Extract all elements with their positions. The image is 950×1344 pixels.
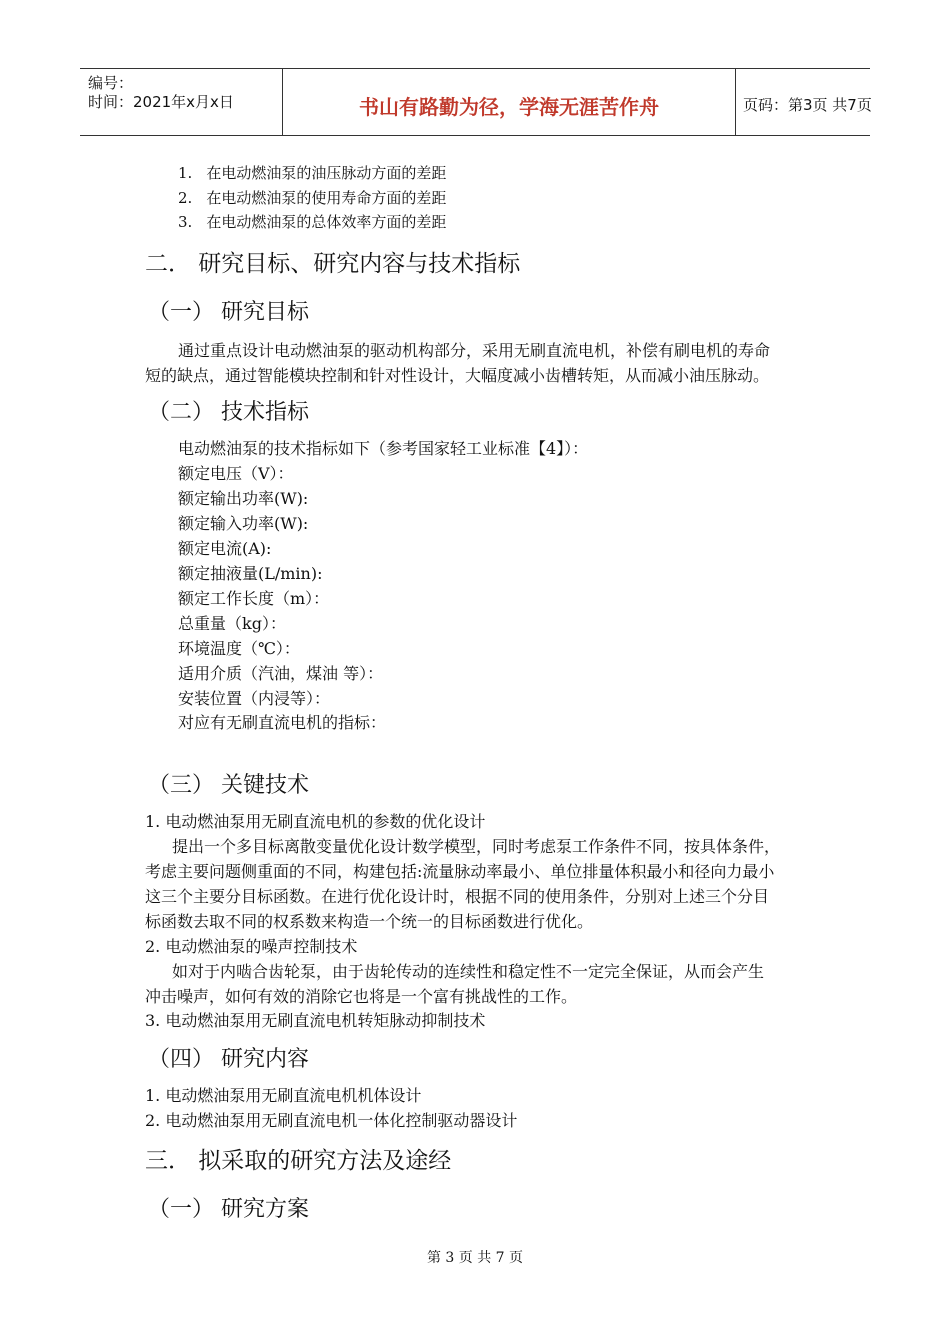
spec-line: 环境温度（℃）： bbox=[178, 639, 300, 658]
number-label: 编号： bbox=[88, 74, 134, 92]
page-header bbox=[80, 68, 870, 136]
page-footer: 第 3 页 共 7 页 bbox=[426, 1250, 524, 1266]
paragraph-line: 如对于内啮合齿轮泵，由于齿轮传动的连续性和稳定性不一定完全保证，从而会产生 bbox=[172, 962, 765, 981]
paragraph-line: 冲击噪声，如何有效的消除它也将是一个富有挑战性的工作。 bbox=[145, 987, 578, 1006]
key-heading: （三） 关键技术 bbox=[148, 773, 309, 798]
motto: 书山有路勤为径，学海无涯苦作舟 bbox=[359, 95, 659, 119]
list-item bbox=[178, 187, 446, 208]
list-item bbox=[178, 162, 446, 183]
goal-heading: （一） 研究目标 bbox=[148, 300, 309, 325]
spec-line: 额定工作长度（m）： bbox=[178, 589, 330, 608]
spec-line: 额定输出功率(W): bbox=[178, 489, 309, 508]
list-number: 3. bbox=[178, 213, 193, 231]
paragraph-line: 考虑主要问题侧重面的不同，构建包括:流量脉动率最小、单位排量体积最小和径向力最小 bbox=[145, 862, 775, 881]
paragraph-line: 短的缺点，通过智能模块控制和针对性设计，大幅度减小齿槽转矩，从而减小油压脉动。 bbox=[145, 366, 770, 385]
list-item bbox=[178, 211, 446, 232]
paragraph-line: 标函数去取不同的权系数来构造一个统一的目标函数进行优化。 bbox=[145, 912, 594, 931]
spec-line: 安装位置（内浸等）： bbox=[178, 689, 331, 708]
header-page-cell bbox=[735, 69, 870, 135]
spec-line: 额定电流(A): bbox=[178, 539, 272, 558]
list-number: 1. bbox=[178, 164, 193, 182]
section-2-title: 二． 研究目标、研究内容与技术指标 bbox=[145, 251, 521, 277]
spec-line: 额定抽液量(L/min): bbox=[178, 564, 323, 583]
header-meta-cell bbox=[80, 69, 282, 135]
list-text: 在电动燃油泵的油压脉动方面的差距 bbox=[206, 164, 447, 182]
plan-heading: （一） 研究方案 bbox=[148, 1197, 309, 1222]
spec-heading: （二） 技术指标 bbox=[148, 400, 309, 425]
list-text: 在电动燃油泵的使用寿命方面的差距 bbox=[206, 189, 447, 207]
content-item: 1. 电动燃油泵用无刷直流电机机体设计 bbox=[145, 1086, 422, 1105]
key-item-3: 3. 电动燃油泵用无刷直流电机转矩脉动抑制技术 bbox=[145, 1011, 486, 1030]
header-motto-cell bbox=[282, 69, 736, 135]
spec-line: 对应有无刷直流电机的指标： bbox=[178, 713, 387, 732]
section-3-title: 三． 拟采取的研究方法及途经 bbox=[145, 1148, 452, 1174]
key-item-1: 1. 电动燃油泵用无刷直流电机的参数的优化设计 bbox=[145, 812, 486, 831]
page-info: 页码：第3页 共7页 bbox=[743, 96, 872, 114]
date-label: 时间：2021年x月x日 bbox=[88, 93, 234, 111]
paragraph-line: 通过重点设计电动燃油泵的驱动机构部分，采用无刷直流电机，补偿有刷电机的寿命 bbox=[178, 341, 771, 360]
spec-line: 适用介质（汽油，煤油 等）： bbox=[178, 664, 384, 683]
spec-line: 电动燃油泵的技术指标如下（参考国家轻工业标准【4】）： bbox=[178, 439, 589, 458]
spec-line: 额定电压（V）： bbox=[178, 464, 294, 483]
spec-line: 总重量（kg）： bbox=[178, 614, 286, 633]
paragraph-line: 提出一个多目标离散变量优化设计数学模型，同时考虑泵工作条件不同，按具体条件， bbox=[172, 837, 781, 856]
spec-line: 额定输入功率(W): bbox=[178, 514, 309, 533]
paragraph-line: 这三个主要分目标函数。在进行优化设计时，根据不同的使用条件，分别对上述三个分目 bbox=[145, 887, 770, 906]
key-item-2: 2. 电动燃油泵的噪声控制技术 bbox=[145, 937, 358, 956]
list-number: 2. bbox=[178, 189, 193, 207]
list-text: 在电动燃油泵的总体效率方面的差距 bbox=[206, 213, 447, 231]
content-heading: （四） 研究内容 bbox=[148, 1047, 309, 1072]
content-item: 2. 电动燃油泵用无刷直流电机一体化控制驱动器设计 bbox=[145, 1111, 518, 1130]
